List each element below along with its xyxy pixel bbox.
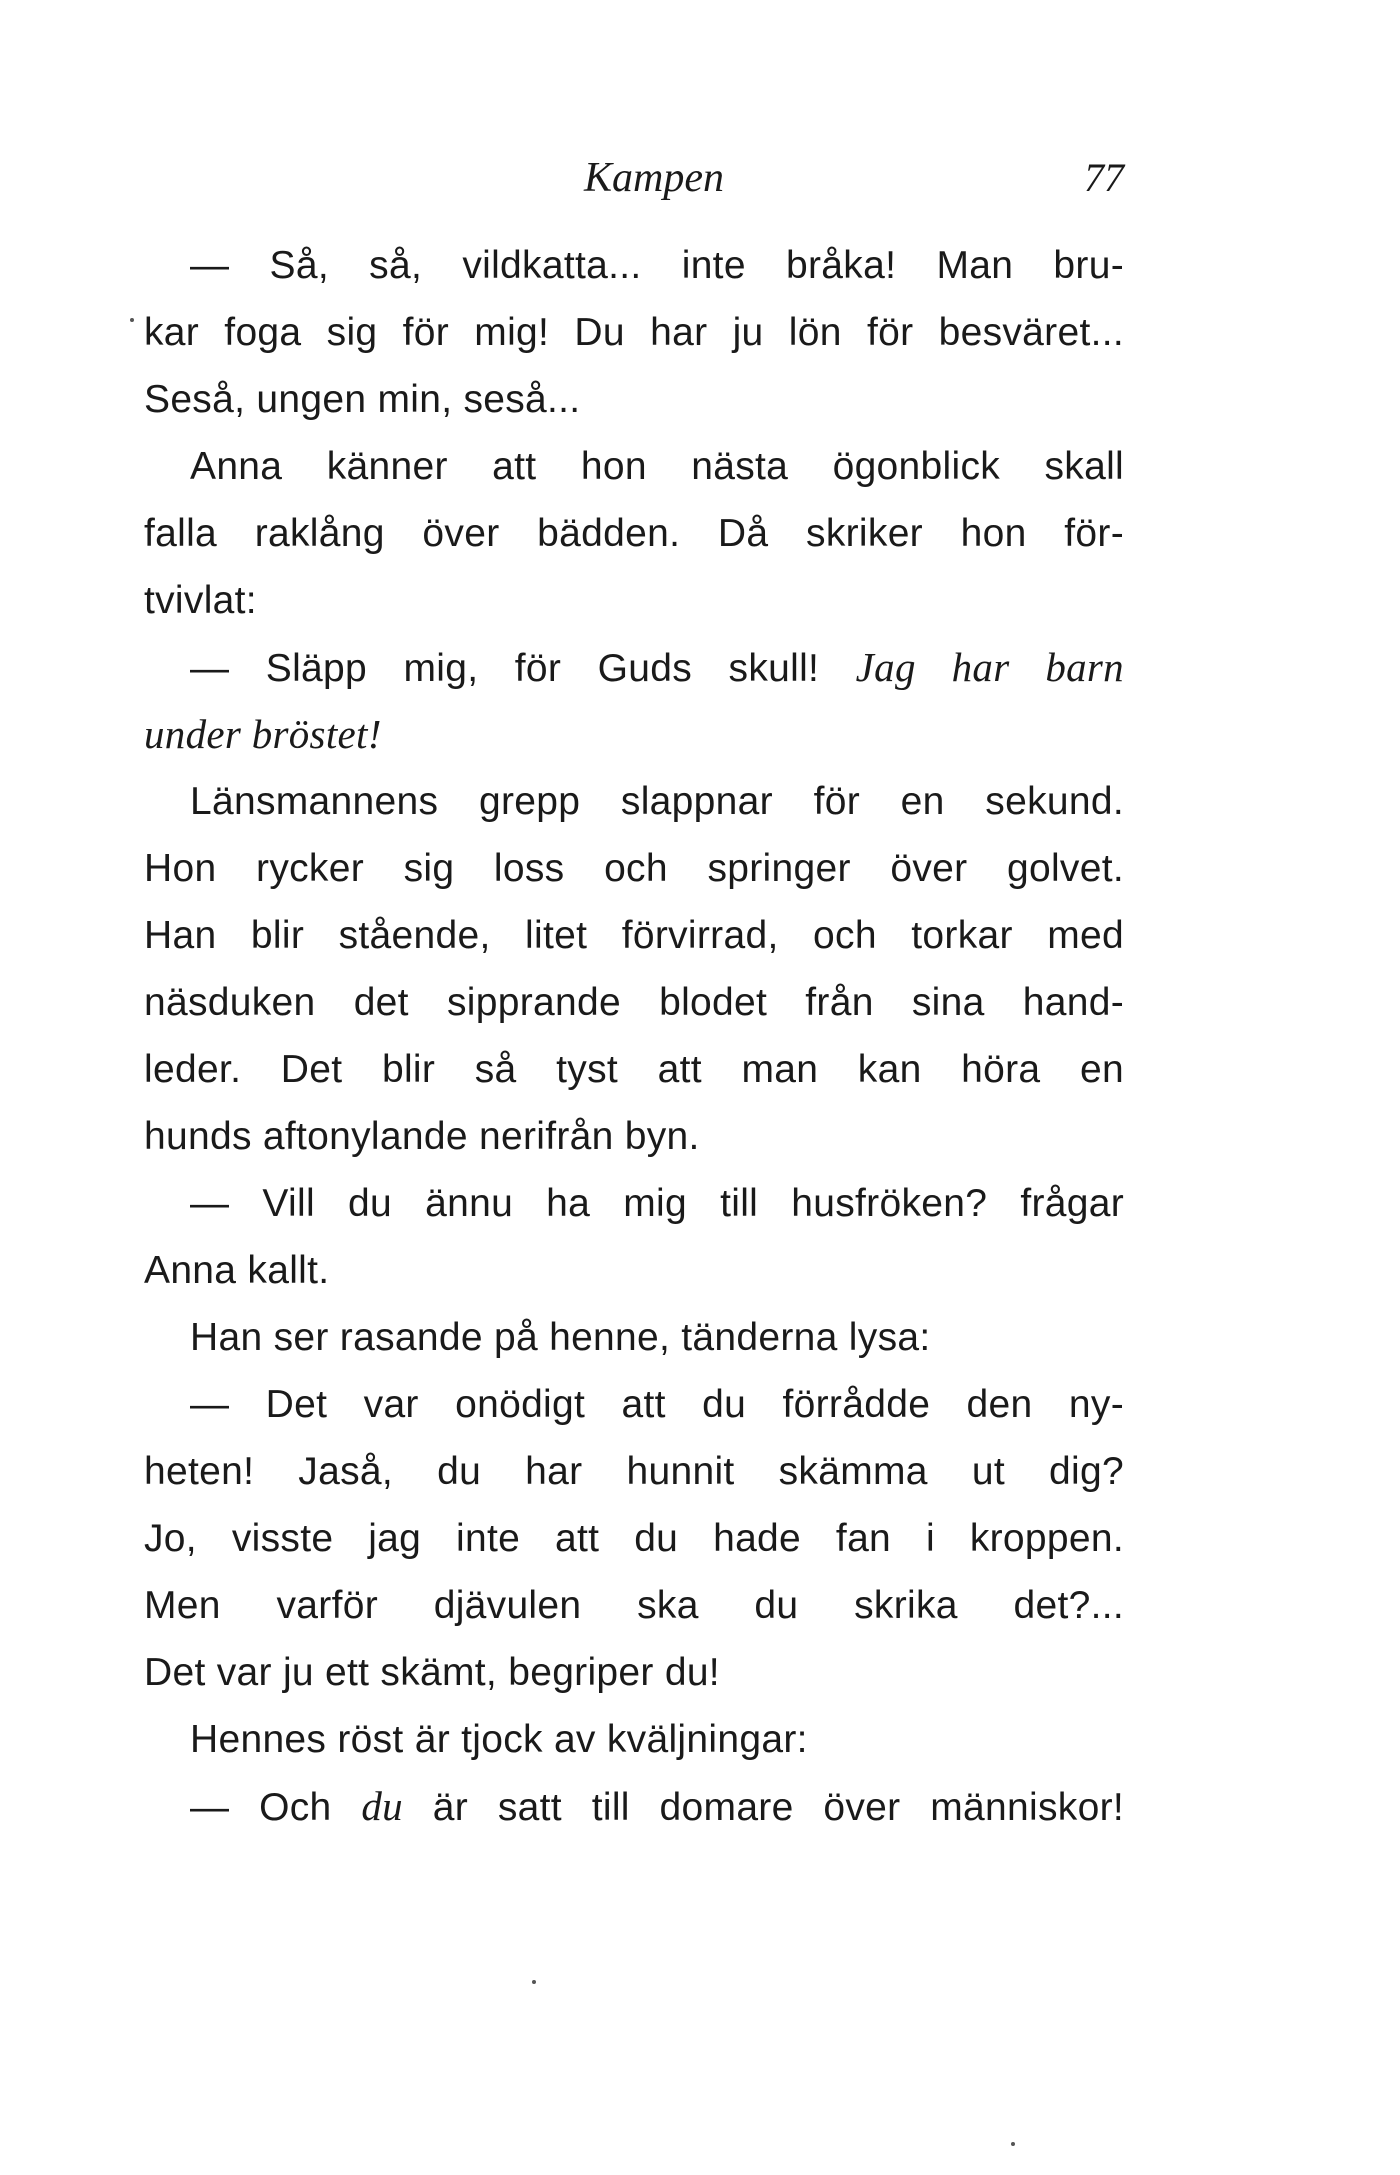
- text-line: [144, 1706, 1124, 1773]
- line-text: — Det var onödigt att du förrådde den ny-: [190, 1383, 1124, 1426]
- text-line: [144, 1371, 1124, 1438]
- running-title: Kampen: [584, 155, 724, 201]
- print-speck: [532, 1980, 536, 1984]
- text-line: [144, 1237, 1124, 1304]
- line-text: Anna kallt.: [144, 1249, 330, 1292]
- text-line: [144, 232, 1124, 299]
- line-emphasis: Jag har barn: [855, 644, 1124, 690]
- line-text: Anna känner att hon nästa ögonblick skall: [190, 445, 1124, 488]
- line-text: är satt till domare över människor!: [402, 1786, 1124, 1829]
- line-text: Länsmannens grepp slappnar för en sekund.: [190, 780, 1124, 823]
- line-text: — Släpp mig, för Guds skull!: [190, 647, 856, 690]
- line-text: Men varför djävulen ska du skrika det?...: [144, 1584, 1124, 1627]
- line-text: leder. Det blir så tyst att man kan höra en: [144, 1048, 1124, 1091]
- line-text: Seså, ungen min, seså...: [144, 378, 581, 421]
- text-line: [144, 1438, 1124, 1505]
- line-text: falla raklång över bädden. Då skriker hon för-: [144, 512, 1124, 555]
- line-emphasis: under bröstet!: [144, 711, 382, 757]
- text-line: [144, 835, 1124, 902]
- line-text: Det var ju ett skämt, begriper du!: [144, 1651, 720, 1694]
- print-speck: [1011, 2142, 1015, 2146]
- text-line: [144, 500, 1124, 567]
- text-line: [144, 969, 1124, 1036]
- page-header: [144, 148, 1124, 208]
- line-text: kar foga sig för mig! Du har ju lön för besväret...: [144, 311, 1124, 354]
- text-line: [144, 567, 1124, 634]
- line-text: Hon rycker sig loss och springer över golvet.: [144, 847, 1124, 890]
- line-emphasis: du: [361, 1783, 403, 1829]
- line-text: — Vill du ännu ha mig till husfröken? frågar: [190, 1182, 1124, 1225]
- line-text: hunds aftonylande nerifrån byn.: [144, 1115, 700, 1158]
- line-text: Jo, visste jag inte att du hade fan i kroppen.: [144, 1517, 1124, 1560]
- line-text: tvivlat:: [144, 579, 257, 622]
- text-line: [144, 1572, 1124, 1639]
- text-line: [144, 1639, 1124, 1706]
- text-line: [144, 1304, 1124, 1371]
- line-text: — Så, så, vildkatta... inte bråka! Man bru-: [190, 244, 1124, 287]
- line-text: Han ser rasande på henne, tänderna lysa:: [190, 1316, 931, 1359]
- print-speck: [130, 318, 134, 322]
- line-text: näsduken det sipprande blodet från sina hand-: [144, 981, 1124, 1024]
- page-number: 77: [1084, 155, 1124, 200]
- text-line: [144, 1773, 1124, 1840]
- text-line: [144, 1036, 1124, 1103]
- text-line: [144, 634, 1124, 701]
- text-line: [144, 1505, 1124, 1572]
- text-line: [144, 1170, 1124, 1237]
- line-text: Hennes röst är tjock av kväljningar:: [190, 1718, 808, 1761]
- text-line: [144, 768, 1124, 835]
- line-text: Han blir stående, litet förvirrad, och torkar med: [144, 914, 1124, 957]
- line-text: — Och: [190, 1786, 362, 1829]
- text-line: [144, 902, 1124, 969]
- line-text: heten! Jaså, du har hunnit skämma ut dig?: [144, 1450, 1124, 1493]
- text-line: [144, 433, 1124, 500]
- body-text: [144, 232, 1124, 1840]
- text-line: [144, 366, 1124, 433]
- text-line: [144, 299, 1124, 366]
- text-line: [144, 701, 1124, 768]
- text-line: [144, 1103, 1124, 1170]
